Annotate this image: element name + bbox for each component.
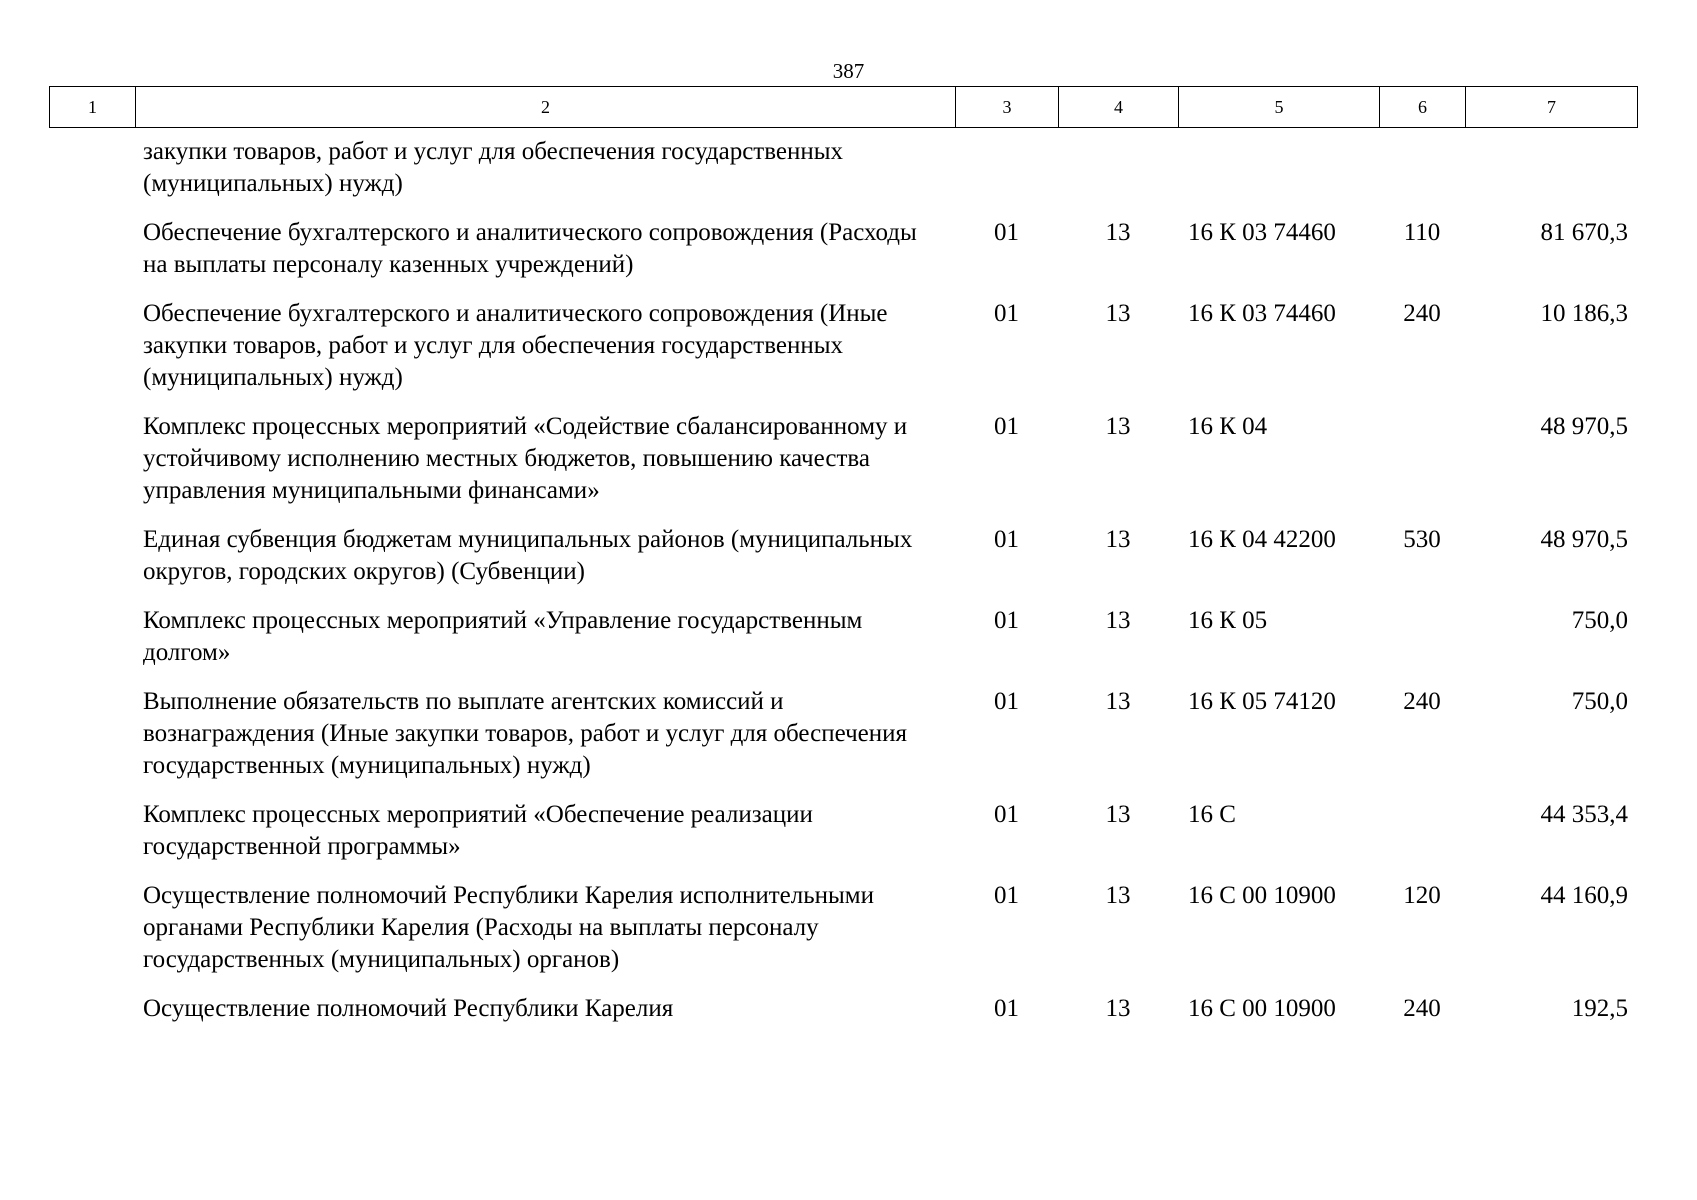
row-target-code [1178, 136, 1379, 217]
row-target-code: 16 К 04 [1188, 413, 1268, 440]
row-target-code: 16 С [1188, 801, 1236, 828]
row-amount: 81 670,3 [1540, 219, 1628, 246]
row-section: 01 [994, 526, 1019, 553]
row-name: Комплекс процессных мероприятий «Содействие сбалансированному и устойчивому исполнению местных бюджетов, повышению качества управления муниципальными финансами» [143, 413, 908, 504]
row-section: 01 [994, 300, 1019, 327]
row-expense-type [1379, 136, 1465, 217]
column-header-7: 7 [1466, 87, 1638, 128]
row-target-code: 16 К 03 74460 [1188, 300, 1336, 327]
row-section: 01 [994, 607, 1019, 634]
row-expense-type: 240 [1403, 995, 1441, 1022]
column-header-row [50, 87, 1638, 128]
budget-table [49, 136, 1637, 1042]
row-target-code: 16 С 00 10900 [1188, 995, 1336, 1022]
row-name: Комплекс процессных мероприятий «Управление государственным долгом» [143, 607, 863, 666]
row-name: Комплекс процессных мероприятий «Обеспечение реализации государственной программы» [143, 801, 813, 860]
table-row [49, 799, 1637, 880]
page-number: 387 [832, 59, 865, 83]
row-expense-type [1379, 799, 1465, 880]
table-row [49, 993, 1637, 1042]
row-subsection: 13 [1105, 300, 1131, 327]
row-subsection: 13 [1105, 526, 1131, 553]
column-header-6: 6 [1380, 87, 1466, 128]
row-amount: 44 160,9 [1540, 882, 1628, 909]
row-section: 01 [994, 882, 1019, 909]
table-row [49, 411, 1637, 524]
row-expense-type: 110 [1403, 219, 1441, 246]
row-target-code: 16 С 00 10900 [1188, 882, 1336, 909]
row-amount: 750,0 [1571, 607, 1628, 634]
row-name: Обеспечение бухгалтерского и аналитического сопровождения (Расходы на выплаты персоналу казенных учреждений) [143, 219, 917, 278]
table-row [49, 217, 1637, 298]
row-amount: 750,0 [1571, 688, 1628, 715]
row-amount [1465, 136, 1637, 217]
row-subsection: 13 [1105, 607, 1131, 634]
row-target-code: 16 К 04 42200 [1188, 526, 1336, 553]
row-name: Единая субвенция бюджетам муниципальных районов (муниципальных округов, городских округов) (Субвенции) [143, 526, 913, 585]
table-row [49, 524, 1637, 605]
table-row [49, 605, 1637, 686]
row-name: Обеспечение бухгалтерского и аналитического сопровождения (Иные закупки товаров, работ и услуг для обеспечения государственных (муниципальных) нужд) [143, 300, 888, 391]
row-amount: 10 186,3 [1540, 300, 1628, 327]
row-expense-type: 530 [1403, 526, 1441, 553]
row-subsection: 13 [1105, 995, 1131, 1022]
row-target-code: 16 К 05 74120 [1188, 688, 1336, 715]
column-header-2: 2 [136, 87, 956, 128]
row-subsection: 13 [1105, 413, 1131, 440]
table-row [49, 136, 1637, 217]
row-section: 01 [994, 801, 1019, 828]
row-subsection: 13 [1105, 801, 1131, 828]
row-expense-type [1379, 605, 1465, 686]
row-expense-type [1379, 411, 1465, 524]
row-expense-type: 240 [1403, 688, 1441, 715]
row-expense-type: 240 [1403, 300, 1441, 327]
table-row [49, 686, 1637, 799]
column-header-3: 3 [956, 87, 1059, 128]
row-section: 01 [994, 995, 1019, 1022]
row-section [955, 136, 1058, 217]
row-name: Выполнение обязательств по выплате агентских комиссий и вознаграждения (Иные закупки товаров, работ и услуг для обеспечения государственных (муниципальных) нужд) [143, 688, 908, 779]
row-subsection: 13 [1105, 219, 1131, 246]
row-target-code: 16 К 05 [1188, 607, 1268, 634]
row-name: Осуществление полномочий Республики Карелия исполнительными органами Республики Карелия (Расходы на выплаты персоналу государственных (муниципальных) органов) [143, 882, 874, 973]
row-subsection: 13 [1105, 882, 1131, 909]
row-section: 01 [994, 688, 1019, 715]
row-amount: 44 353,4 [1540, 801, 1628, 828]
row-section: 01 [994, 413, 1019, 440]
row-name: Осуществление полномочий Республики Карелия [143, 995, 674, 1022]
row-subsection [1058, 136, 1178, 217]
row-section: 01 [994, 219, 1019, 246]
row-name: закупки товаров, работ и услуг для обеспечения государственных (муниципальных) нужд) [143, 138, 844, 197]
row-expense-type: 120 [1403, 882, 1441, 909]
table-row [49, 298, 1637, 411]
row-target-code: 16 К 03 74460 [1188, 219, 1336, 246]
row-amount: 48 970,5 [1540, 413, 1628, 440]
row-amount: 192,5 [1571, 995, 1628, 1022]
column-header-table [49, 86, 1638, 128]
column-header-5: 5 [1179, 87, 1380, 128]
table-row [49, 880, 1637, 993]
row-amount: 48 970,5 [1540, 526, 1628, 553]
column-header-1: 1 [50, 87, 136, 128]
row-subsection: 13 [1105, 688, 1131, 715]
column-header-4: 4 [1059, 87, 1179, 128]
